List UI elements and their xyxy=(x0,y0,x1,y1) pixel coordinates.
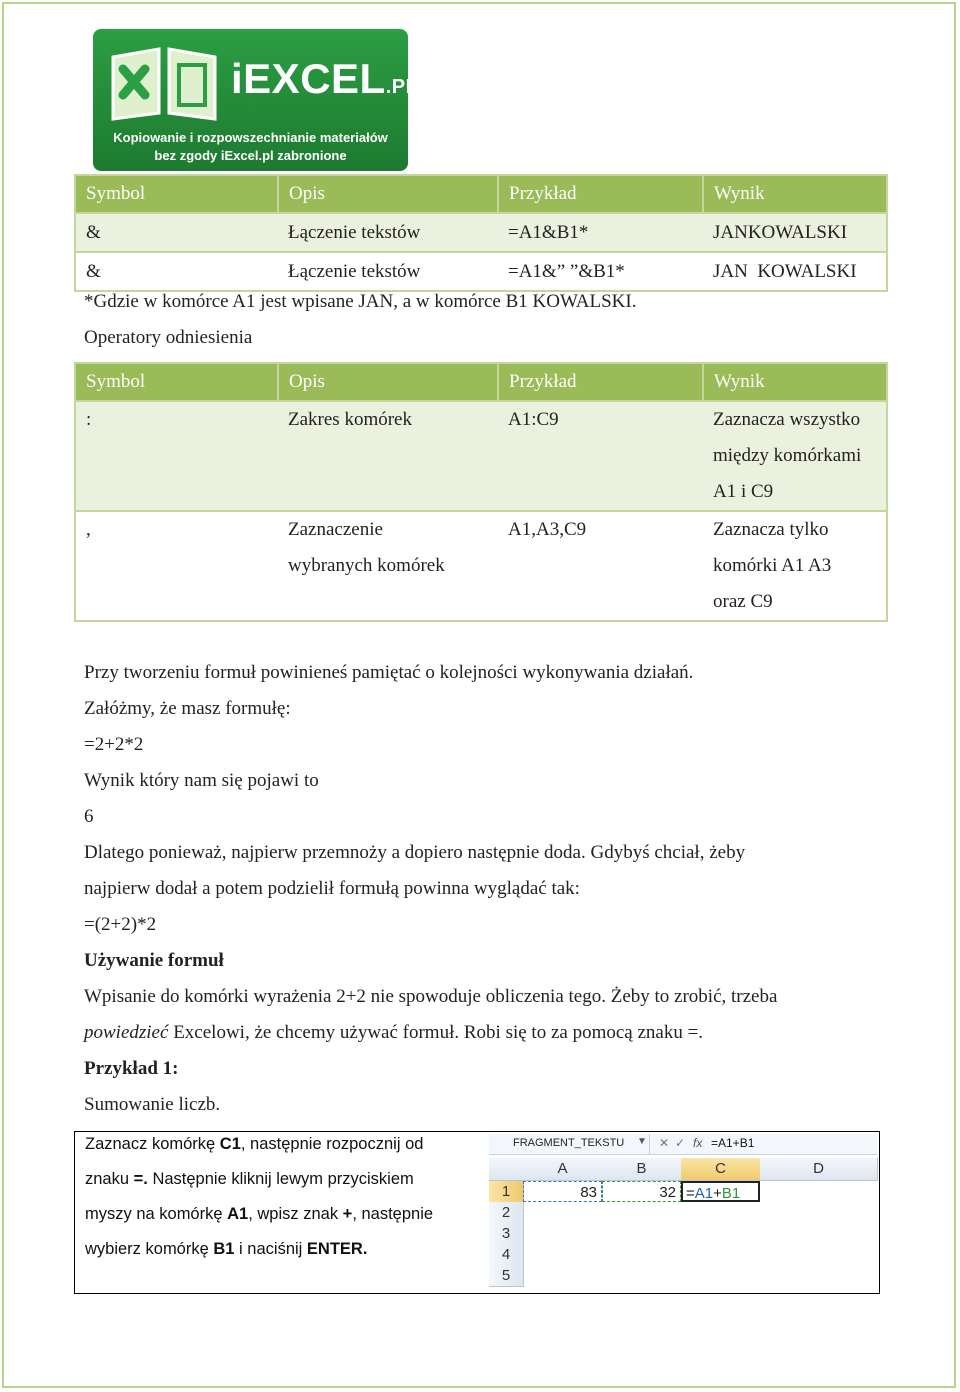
cell-wynik xyxy=(703,401,887,511)
column-header-c[interactable]: C xyxy=(681,1158,761,1181)
table-row xyxy=(75,511,887,621)
italic-word: powiedzieć xyxy=(84,1022,169,1043)
example-box xyxy=(74,1131,880,1294)
header-opis: Opis xyxy=(278,175,498,213)
row-header-1[interactable]: 1 xyxy=(489,1181,524,1203)
row-header-5[interactable]: 5 xyxy=(489,1265,524,1287)
cell-symbol: : xyxy=(75,401,278,511)
column-header-a[interactable]: A xyxy=(523,1158,603,1181)
header-wynik: Wynik xyxy=(703,363,887,401)
cell-symbol: & xyxy=(75,252,278,291)
table-row xyxy=(75,252,887,291)
paragraph: Dlatego ponieważ, najpierw przemnoży a dopiero następnie doda. Gdybyś chciał, żeby xyxy=(84,842,746,863)
cell-wynik xyxy=(703,511,887,621)
wynik-line: Zaznacza tylko xyxy=(713,519,829,540)
section-heading: Używanie formuł xyxy=(84,950,224,971)
text-operators-table xyxy=(74,174,888,292)
result-value: 6 xyxy=(84,806,94,827)
divider xyxy=(649,1134,650,1154)
cell-a1[interactable]: 83 xyxy=(523,1181,602,1202)
wynik-line: komórki A1 A3 xyxy=(713,555,832,576)
formula-input[interactable]: =A1+B1 xyxy=(711,1136,755,1150)
paragraph: Wpisanie do komórki wyrażenia 2+2 nie spowoduje obliczenia tego. Żeby to zrobić, trzeba xyxy=(84,986,778,1007)
formula-example: =(2+2)*2 xyxy=(84,914,157,935)
reference-operators-table xyxy=(74,362,888,622)
paragraph: Załóżmy, że masz formułę: xyxy=(84,698,291,719)
cell-symbol: , xyxy=(75,511,278,621)
paragraph-rest: Excelowi, że chcemy używać formuł. Robi się to za pomocą znaku =. xyxy=(168,1022,704,1043)
open-book-icon xyxy=(105,43,223,123)
header-wynik: Wynik xyxy=(703,175,887,213)
header-symbol: Symbol xyxy=(75,175,278,213)
iexcel-logo xyxy=(93,29,419,171)
formula-bar xyxy=(489,1134,877,1155)
chevron-down-icon[interactable]: ▼ xyxy=(637,1136,647,1147)
row-header-2[interactable]: 2 xyxy=(489,1202,524,1224)
cell-b1[interactable]: 32 xyxy=(602,1181,681,1202)
wynik-line: A1 i C9 xyxy=(713,481,774,502)
cell-przyklad: =A1&” ”&B1* xyxy=(498,252,703,291)
instruction-line: znaku =. Następnie kliknij lewym przyciskiem xyxy=(85,1170,414,1188)
opis-line: Zakres komórek xyxy=(288,409,412,430)
cell-wynik: JAN KOWALSKI xyxy=(703,252,887,291)
instruction-line: wybierz komórkę B1 i naciśnij ENTER. xyxy=(85,1240,368,1258)
cell-przyklad: =A1&B1* xyxy=(498,213,703,252)
paragraph: Sumowanie liczb. xyxy=(84,1094,221,1115)
cancel-icon[interactable]: ✕ xyxy=(659,1136,670,1150)
select-all-corner[interactable] xyxy=(489,1158,524,1181)
cell-przyklad: A1:C9 xyxy=(498,401,703,511)
header-opis: Opis xyxy=(278,363,498,401)
footnote: *Gdzie w komórce A1 jest wpisane JAN, a w komórce B1 KOWALSKI. xyxy=(84,291,637,312)
table-header-row xyxy=(75,175,887,213)
enter-icon[interactable]: ✓ xyxy=(675,1136,686,1150)
cell-symbol: & xyxy=(75,213,278,252)
cell-opis xyxy=(278,511,498,621)
header-przyklad: Przykład xyxy=(498,363,703,401)
wynik-line: Zaznacza wszystko xyxy=(713,409,861,430)
cell-opis: Łączenie tekstów xyxy=(278,252,498,291)
header-symbol: Symbol xyxy=(75,363,278,401)
logo-tagline-1: Kopiowanie i rozpowszechnianie materiałów xyxy=(113,130,388,145)
excel-screenshot xyxy=(489,1134,877,1282)
insert-function-icon[interactable]: fx xyxy=(693,1136,703,1150)
table-header-row xyxy=(75,363,887,401)
paragraph: Wynik który nam się pojawi to xyxy=(84,770,319,791)
example-instructions xyxy=(85,1127,465,1267)
opis-line: Zaznaczenie xyxy=(288,519,383,540)
paragraph: najpierw dodał a potem podzielił formułą powinna wyglądać tak: xyxy=(84,878,580,899)
cell-opis: Łączenie tekstów xyxy=(278,213,498,252)
wynik-line: oraz C9 xyxy=(713,591,773,612)
column-header-b[interactable]: B xyxy=(602,1158,682,1181)
name-box[interactable]: FRAGMENT_TEKSTU xyxy=(513,1137,625,1149)
table-row xyxy=(75,213,887,252)
example-heading: Przykład 1: xyxy=(84,1058,179,1079)
instruction-line: myszy na komórkę A1, wpisz znak +, następnie xyxy=(85,1205,434,1223)
cell-przyklad: A1,A3,C9 xyxy=(498,511,703,621)
cell-wynik: JANKOWALSKI xyxy=(703,213,887,252)
formula-example: =2+2*2 xyxy=(84,734,144,755)
opis-line: wybranych komórek xyxy=(288,555,445,576)
paragraph xyxy=(84,1022,703,1044)
section-title-reference-operators: Operatory odniesienia xyxy=(84,327,253,348)
wynik-line: między komórkami xyxy=(713,445,862,466)
logo-brand: iEXCEL.PL xyxy=(231,55,419,102)
row-header-3[interactable]: 3 xyxy=(489,1223,524,1245)
cell-c1[interactable]: =A1+B1 xyxy=(681,1181,760,1202)
column-header-d[interactable]: D xyxy=(760,1158,878,1181)
logo-tagline-2: bez zgody iExcel.pl zabronione xyxy=(154,148,347,163)
instruction-line: Zaznacz komórkę C1, następnie rozpocznij od xyxy=(85,1135,424,1153)
cell-opis xyxy=(278,401,498,511)
header-przyklad: Przykład xyxy=(498,175,703,213)
paragraph: Przy tworzeniu formuł powinieneś pamiętać o kolejności wykonywania działań. xyxy=(84,662,694,683)
table-row xyxy=(75,401,887,511)
row-header-4[interactable]: 4 xyxy=(489,1244,524,1266)
